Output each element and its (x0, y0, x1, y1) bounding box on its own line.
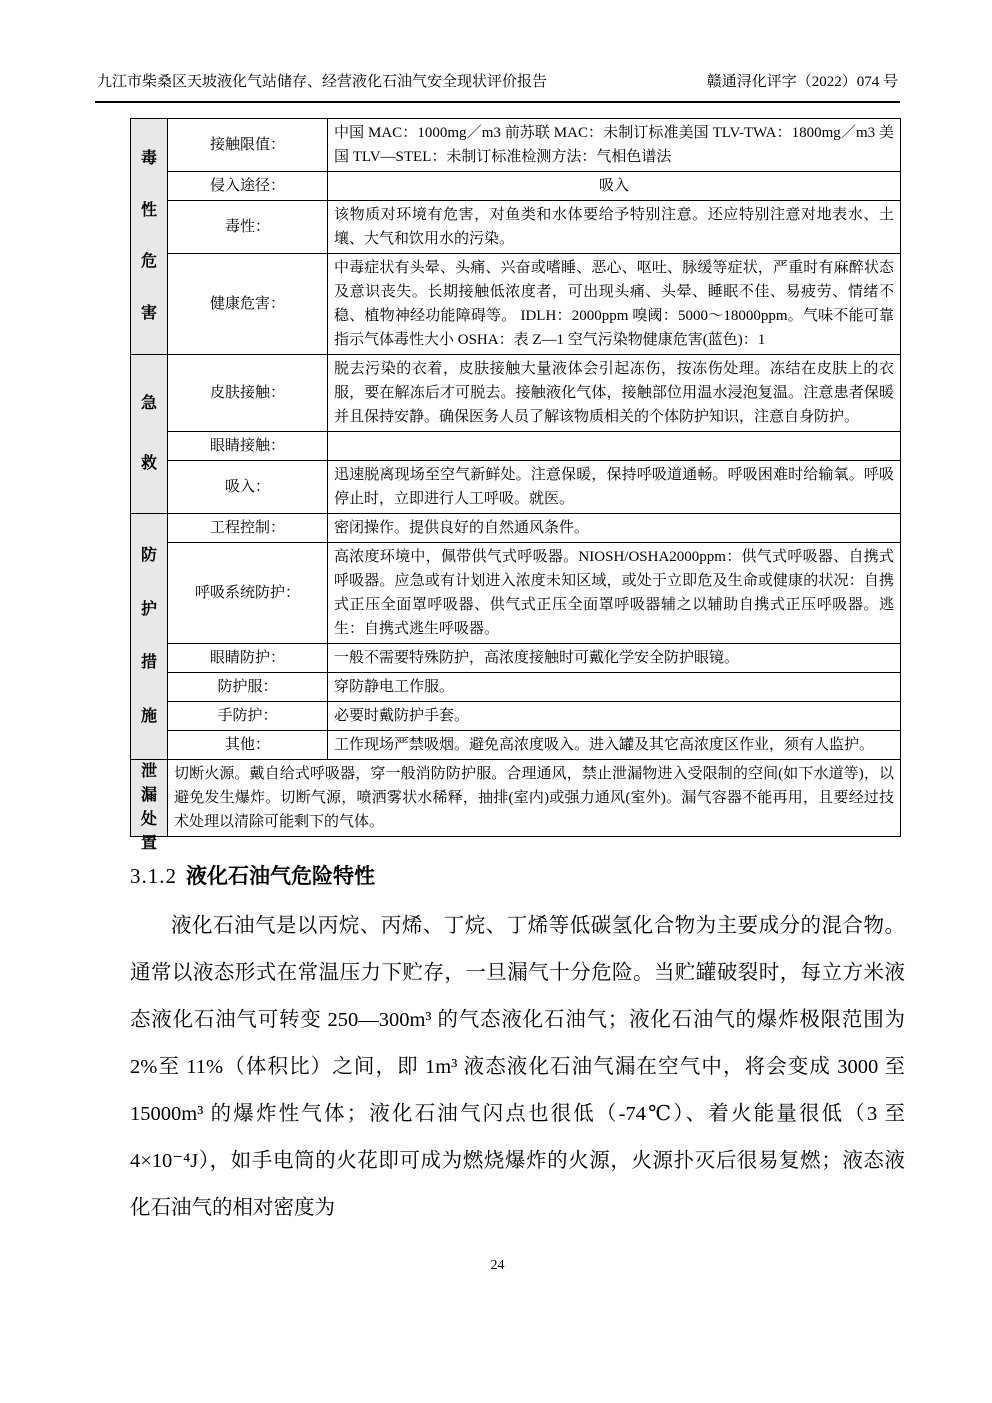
category-toxicity-hazard-label: 毒 性 危 害 (140, 149, 157, 323)
label-inhalation: 吸入： (168, 461, 328, 514)
row-leak-disposal (131, 760, 901, 837)
label-health-hazard: 健康危害： (168, 254, 328, 355)
row-exposure-limit (131, 119, 901, 172)
label-protective-clothing: 防护服： (168, 673, 328, 702)
label-toxicity: 毒性： (168, 201, 328, 254)
label-other: 其他： (168, 731, 328, 760)
row-inhalation (131, 461, 901, 514)
body-paragraph: 液化石油气是以丙烷、丙烯、丁烷、丁烯等低碳氢化合物为主要成分的混合物。通常以液态形式在常温压力下贮存，一旦漏气十分危险。当贮罐破裂时，每立方米液态液化石油气可转变 250—300m³ 的气态液化石油气；液化石油气的爆炸极限范围为 2%至 11%（体积比）之间，即 1m³ 液态液化石油气漏在空气中，将会变成 3000 至 15000m³ 的爆炸性气体；液化石油气闪点也很低（-74℃）、着火能量很低（3 至 4×10⁻⁴J），如手电筒的火花即可成为燃烧爆炸的火源，火源扑灭后很易复燃；液态液化石油气的相对密度为 (130, 915, 905, 1219)
section-title: 液化石油气危险特性 (186, 865, 375, 888)
label-respiratory-protection: 呼吸系统防护： (168, 543, 328, 644)
page-number: 24 (490, 1258, 505, 1273)
row-health-hazard (131, 254, 901, 355)
label-invasion-route: 侵入途径： (168, 172, 328, 201)
value-protective-clothing: 穿防静电工作服。 (328, 673, 901, 702)
doc-number: 赣通浔化评字（2022）074 号 (706, 74, 898, 90)
page-content (130, 118, 905, 1232)
category-protective-measures (131, 514, 168, 760)
category-leak-disposal-label: 泄 漏 处 置 (140, 763, 157, 852)
category-leak-disposal (131, 760, 168, 852)
label-eye-contact: 眼睛接触： (168, 432, 328, 461)
hazard-table (130, 118, 901, 852)
category-first-aid-label: 急 救 (140, 394, 157, 473)
row-invasion-route (131, 172, 901, 201)
row-toxicity (131, 201, 901, 254)
row-skin-contact (131, 355, 901, 432)
value-hand-protection: 必要时戴防护手套。 (328, 702, 901, 731)
value-skin-contact: 脱去污染的衣着，皮肤接触大量液体会引起冻伤，按冻伤处理。冻结在皮肤上的衣服，要在解冻后才可脱去。接触液化气体，接触部位用温水浸泡复温。注意患者保暖并且保持安静。确保医务人员了解该物质相关的个体防护知识，注意自身防护。 (328, 355, 901, 432)
value-health-hazard: 中毒症状有头晕、头痛、兴奋或嗜睡、恶心、呕吐、脉缓等症状，严重时有麻醉状态及意识丧失。长期接触低浓度者，可出现头痛、头晕、睡眠不佳、易疲劳、情绪不稳、植物神经功能障碍等。 IDLH：2000ppm 嗅阈：5000～18000ppm。气味不能可靠指示气体毒性大小 OSHA：表 Z—1 空气污染物健康危害(蓝色)：1 (328, 254, 901, 355)
row-engineering-control (131, 514, 901, 543)
value-eye-contact (328, 432, 901, 461)
category-protective-measures-label: 防 护 措 施 (140, 546, 157, 726)
row-eye-contact (131, 432, 901, 461)
value-eye-protection: 一般不需要特殊防护，高浓度接触时可戴化学安全防护眼镜。 (328, 644, 901, 673)
label-exposure-limit: 接触限值： (168, 119, 328, 172)
label-hand-protection: 手防护： (168, 702, 328, 731)
section-heading (130, 861, 902, 892)
value-inhalation: 迅速脱离现场至空气新鲜处。注意保暖，保持呼吸道通畅。呼吸困难时给输氧。呼吸停止时，立即进行人工呼吸。就医。 (328, 461, 901, 514)
value-invasion-route: 吸入 (328, 172, 901, 201)
value-exposure-limit: 中国 MAC：1000mg／m3 前苏联 MAC：未制订标准美国 TLV-TWA：1800mg／m3 美国 TLV—STEL：未制订标准检测方法：气相色谱法 (328, 119, 901, 172)
section-number: 3.1.2 (130, 864, 177, 888)
value-other: 工作现场严禁吸烟。避免高浓度吸入。进入罐及其它高浓度区作业，须有人监护。 (328, 731, 901, 760)
page-header (95, 72, 900, 103)
value-toxicity: 该物质对环境有危害，对鱼类和水体要给予特别注意。还应特别注意对地表水、土壤、大气和饮用水的污染。 (328, 201, 901, 254)
category-toxicity-hazard (131, 119, 168, 355)
value-leak-disposal: 切断火源。戴自给式呼吸器，穿一般消防防护服。合理通风，禁止泄漏物进入受限制的空间(如下水道等)，以避免发生爆炸。切断气源，喷洒雾状水稀释，抽排(室内)或强力通风(室外)。漏气容器不能再用，且要经过技术处理以清除可能剩下的气体。 (168, 760, 901, 837)
label-engineering-control: 工程控制： (168, 514, 328, 543)
row-protective-clothing (131, 673, 901, 702)
label-eye-protection: 眼睛防护： (168, 644, 328, 673)
value-engineering-control: 密闭操作。提供良好的自然通风条件。 (328, 514, 901, 543)
row-hand-protection (131, 702, 901, 731)
report-title: 九江市柴桑区天坡液化气站储存、经营液化石油气安全现状评价报告 (97, 74, 548, 90)
row-eye-protection (131, 644, 901, 673)
label-skin-contact: 皮肤接触： (168, 355, 328, 432)
row-other (131, 731, 901, 760)
value-respiratory-protection: 高浓度环境中，佩带供气式呼吸器。NIOSH/OSHA2000ppm：供气式呼吸器、自携式呼吸器。应急或有计划进入浓度未知区域，或处于立即危及生命或健康的状况：自携式正压全面罩呼吸器、供气式正压全面罩呼吸器辅之以辅助自携式正压呼吸器。逃生：自携式逃生呼吸器。 (328, 543, 901, 644)
row-respiratory-protection (131, 543, 901, 644)
category-first-aid (131, 355, 168, 514)
